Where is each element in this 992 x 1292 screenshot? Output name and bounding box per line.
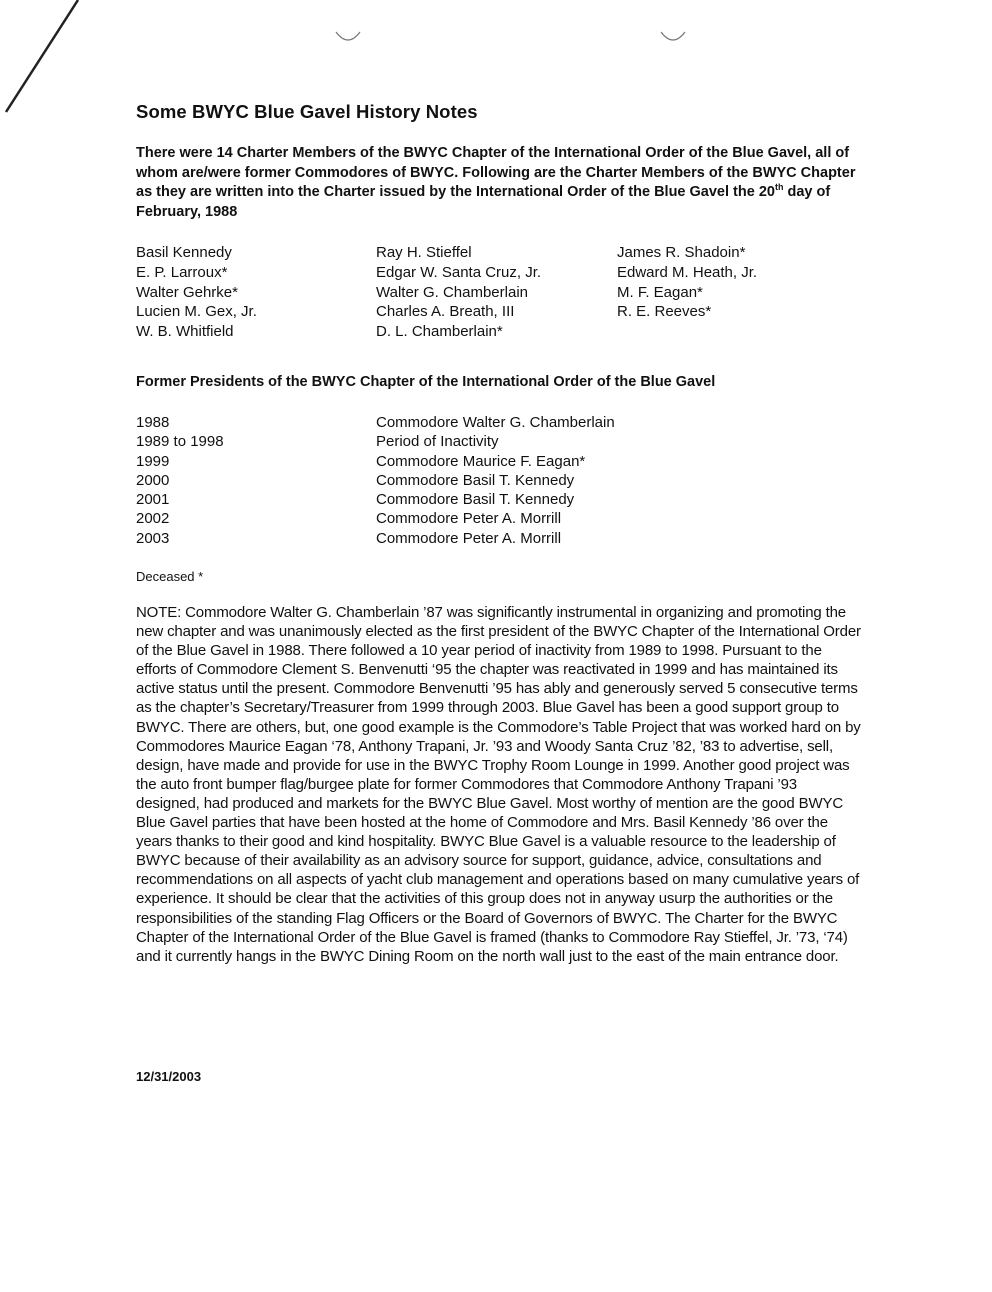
- president-year: 1999: [136, 452, 170, 470]
- president-year: 2003: [136, 529, 170, 547]
- president-name: Commodore Basil T. Kennedy: [376, 471, 575, 489]
- charter-member: R. E. Reeves*: [617, 303, 712, 321]
- charter-member: D. L. Chamberlain*: [376, 323, 503, 341]
- president-name: Commodore Peter A. Morrill: [376, 510, 562, 528]
- charter-members-column-2: [376, 243, 541, 342]
- president-row: [136, 471, 736, 490]
- page-title: Some BWYC Blue Gavel History Notes: [136, 101, 478, 122]
- president-row: [136, 432, 736, 451]
- president-name: Period of Inactivity: [376, 433, 499, 451]
- deceased-note: Deceased *: [136, 569, 204, 584]
- charter-members-column-1: [136, 243, 257, 342]
- president-row: [136, 413, 736, 432]
- charter-member: Edward M. Heath, Jr.: [617, 263, 758, 281]
- president-year: 2000: [136, 471, 170, 489]
- charter-member: Edgar W. Santa Cruz, Jr.: [376, 263, 542, 281]
- intro-text-end: day of February, 1988: [136, 184, 831, 220]
- scan-edge-mark: [0, 0, 80, 120]
- note-paragraph: NOTE: Commodore Walter G. Chamberlain ’87 was significantly instrumental in organizing and promoting the new chapter and was unanimously elected as the first president of the BWYC Chapter of the International Order of the Blue Gavel in 1988. There followed a 10 year period of inactivity from 1989 to 1998. Pursuant to the efforts of Commodore Clement S. Benvenutti ‘95 the chapter was reactivated in 1999 and has maintained its active status until the present. Commodore Benvenutti ’95 has ably and generously served 5 consecutive terms as the chapter’s Secretary/Treasurer from 1999 through 2003. Blue Gavel has been a good support group to BWYC. There are others, but, one good example is the Commodore’s Table Project that was worked hard on by Commodores Maurice Eagan ‘78, Anthony Trapani, Jr. ’93 and Woody Santa Cruz ’82, ’83 to advertise, sell, design, have made and provide for use in the BWYC Trophy Room Lounge in 1999. Another good project was the auto front bumper flag/burgee plate for former Commodores that Commodore Anthony Trapani ’93 designed, had produced and markets for the BWYC Blue Gavel. Most worthy of mention are the good BWYC Blue Gavel parties that have been hosted at the home of Commodore and Mrs. Basil Kennedy ’86 over the years thanks to their good and kind hospitality. BWYC Blue Gavel is a valuable resource to the leadership of BWYC because of their availability as an advisory source for support, guidance, advice, consultations and recommendations on all aspects of yacht club management and operations based on many cumulative years of experience. It should be clear that the activities of this group does not in anyway usurp the authorities or the responsibilities of the standing Flag Officers or the Board of Governors of BWYC. The Charter for the BWYC Chapter of the International Order of the Blue Gavel is framed (thanks to Commodore Ray Stieffel, Jr. ’73, ‘74) and it currently hangs in the BWYC Dining Room on the north wall just to the east of the main entrance door.: [136, 604, 861, 965]
- charter-member: Charles A. Breath, III: [376, 303, 515, 321]
- charter-member: Walter Gehrke*: [136, 283, 238, 301]
- president-name: Commodore Maurice F. Eagan*: [376, 452, 586, 470]
- president-row: [136, 490, 736, 509]
- presidents-list: [136, 413, 736, 548]
- presidents-heading: Former Presidents of the BWYC Chapter of the International Order of the Blue Gavel: [136, 374, 716, 390]
- charter-members-column-3: [617, 243, 757, 322]
- president-name: Commodore Peter A. Morrill: [376, 529, 562, 547]
- president-row: [136, 529, 736, 548]
- punch-hole-mark-right: [658, 26, 688, 48]
- charter-member: M. F. Eagan*: [617, 283, 703, 301]
- intro-text: There were 14 Charter Members of the BWYC Chapter of the International Order of the Blue Gavel, all of whom are/were former Commodores of BWYC. Following are the Charter Members of the BWYC Chapter as they are written into the Charter issued by the International Order of the Blue Gavel the 20: [136, 145, 856, 200]
- president-year: 1989 to 1998: [136, 433, 224, 451]
- president-year: 2002: [136, 510, 170, 528]
- punch-hole-mark-left: [333, 26, 363, 48]
- charter-member: Ray H. Stieffel: [376, 244, 472, 261]
- charter-member: W. B. Whitfield: [136, 323, 234, 341]
- president-name: Commodore Walter G. Chamberlain: [376, 414, 615, 431]
- intro-paragraph: [136, 144, 856, 222]
- charter-member: Walter G. Chamberlain: [376, 283, 528, 301]
- charter-member: E. P. Larroux*: [136, 263, 228, 281]
- president-year: 2001: [136, 491, 170, 509]
- president-row: [136, 509, 736, 528]
- president-name: Commodore Basil T. Kennedy: [376, 491, 575, 509]
- charter-member: Lucien M. Gex, Jr.: [136, 303, 257, 321]
- charter-member: James R. Shadoin*: [617, 244, 746, 261]
- president-row: [136, 452, 736, 471]
- intro-superscript: th: [774, 182, 784, 193]
- document-date: 12/31/2003: [136, 1069, 202, 1084]
- president-year: 1988: [136, 414, 170, 431]
- charter-member: Basil Kennedy: [136, 244, 232, 261]
